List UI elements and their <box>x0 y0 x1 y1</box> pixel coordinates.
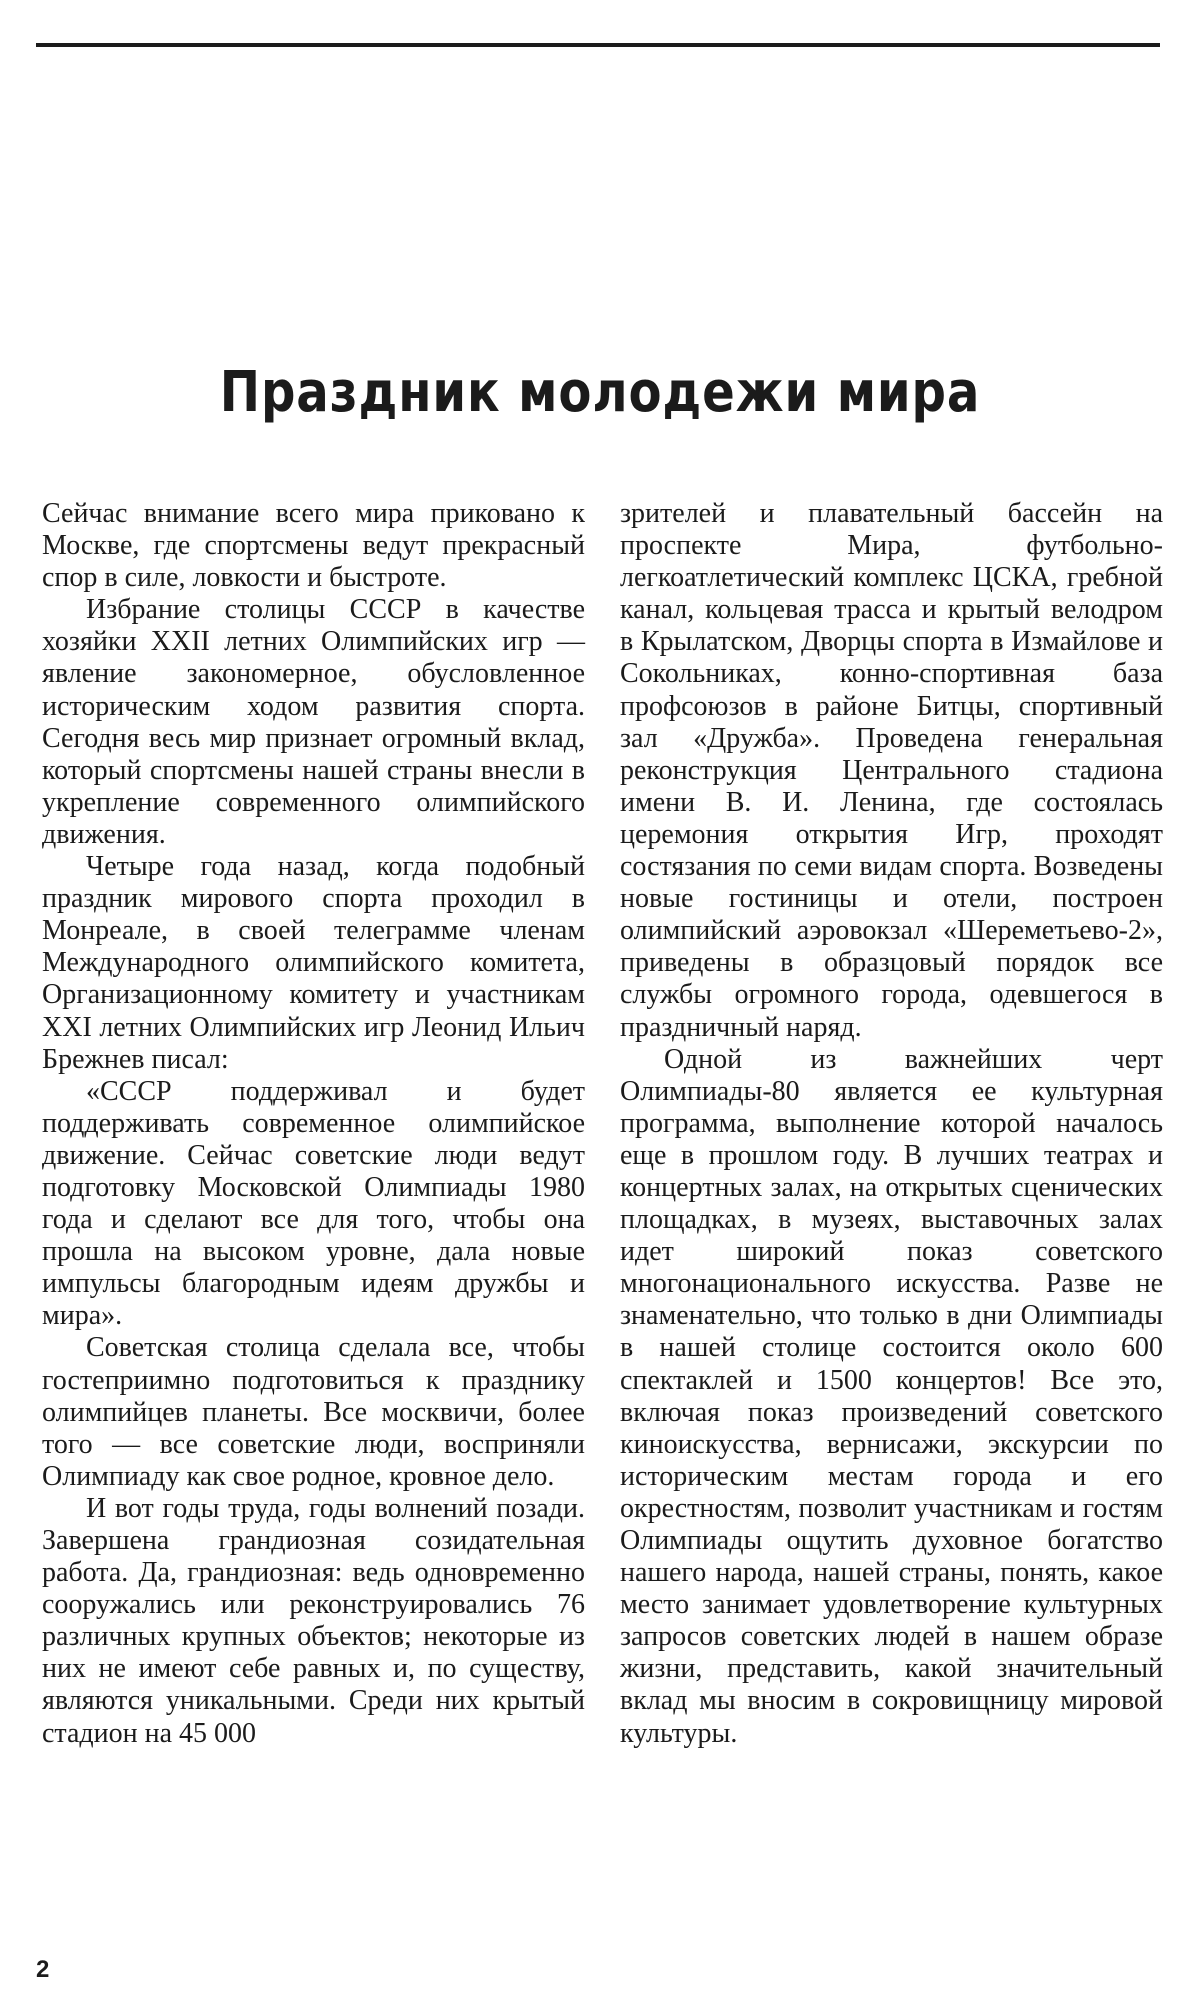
top-rule <box>36 43 1160 47</box>
right-column <box>620 498 1163 1750</box>
left-column <box>42 498 585 1750</box>
paragraph-3: Четыре года назад, когда подобный праздник мирового спорта проходил в Монреале, в своей телеграмме членам Международного олимпийского комитета, Организационному комитету и участникам XXI летних Олимпийских игр Леонид Ильич Брежнев писал: <box>42 851 585 1075</box>
article-title: Праздник молодежи мира <box>219 360 981 425</box>
page-number: 2 <box>36 1956 50 1983</box>
quote-paragraph: «СССР поддерживал и будет поддерживать современное олимпийское движение. Сейчас советские люди ведут подготовку Московской Олимпиады 1980 года и сделают все для того, чтобы она прошла на высоком уровне, дала новые импульсы благородным идеям дружбы и мира». <box>42 1075 585 1332</box>
paragraph-6-continued: зрителей и плавательный бассейн на проспекте Мира, футбольно-легкоатлетический комплекс ЦСКА, гребной канал, кольцевая трасса и крытый велодром в Крылатском, Дворцы спорта в Измайлове и Сокольниках, конно-спортивная база профсоюзов в районе Битцы, спортивный зал «Дружба». Проведена генеральная реконструкция Центрального стадиона имени В. И. Ленина, где состоялась церемония открытия Игр, проходят состязания по семи видам спорта. Возведены новые гостиницы и отели, построен олимпийский аэровокзал «Шереметьево-2», приведены в образцовый порядок все службы огромного города, одевшегося в праздничный наряд. <box>620 498 1163 1043</box>
paragraph-5: Советская столица сделала все, чтобы гостеприимно подготовиться к празднику олимпийцев планеты. Все москвичи, более того — все советские люди, восприняли Олимпиаду как свое родное, кровное дело. <box>42 1332 585 1492</box>
paragraph-7: Одной из важнейших черт Олимпиады-80 является ее культурная программа, выполнение которой началось еще в прошлом году. В лучших театрах и концертных залах, на открытых сценических площадках, в музеях, выставочных залах идет широкий показ советского многонационального искусства. Разве не знаменательно, что только в дни Олимпиады в нашей столице состоится около 600 спектаклей и 1500 концертов! Все это, включая показ произведений советского киноискусства, вернисажи, экскурсии по историческим местам города и его окрестностям, позволит участникам и гостям Олимпиады ощутить духовное богатство нашего народа, нашей страны, понять, какое место занимает удовлетворение культурных запросов советских людей в нашем образе жизни, представить, какой значительный вклад мы вносим в сокровищницу мировой культуры. <box>620 1043 1163 1749</box>
paragraph-2: Избрание столицы СССР в качестве хозяйки XXII летних Олимпийских игр — явление закономерное, обусловленное историческим ходом развития спорта. Сегодня весь мир признает огромный вклад, который спортсмены нашей страны внесли в укрепление современного олимпийского движения. <box>42 594 585 850</box>
paragraph-1: Сейчас внимание всего мира приковано к Москве, где спортсмены ведут прекрасный спор в силе, ловкости и быстроте. <box>42 498 585 594</box>
paragraph-6: И вот годы труда, годы волнений позади. Завершена грандиозная созидательная работа. Да, грандиозная: ведь одновременно сооружались или реконструировались 76 различных крупных объектов; некоторые из них не имеют себе равных и, по существу, являются уникальными. Среди них крытый стадион на 45 000 <box>42 1492 585 1749</box>
